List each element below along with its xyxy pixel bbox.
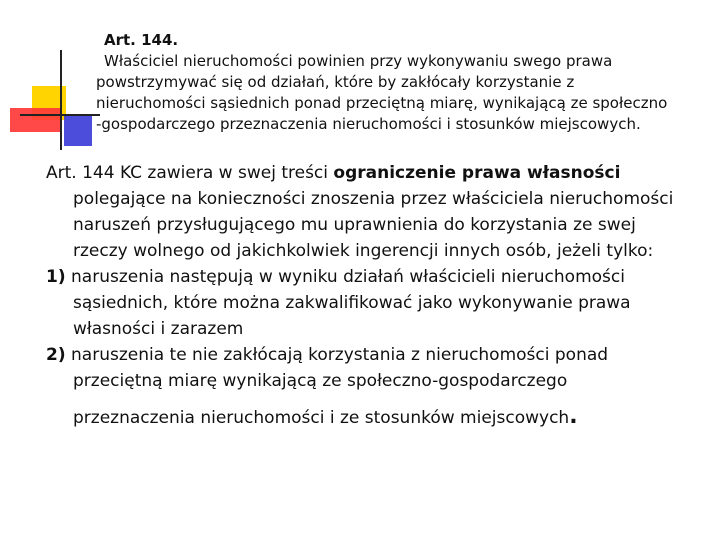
article-quote <box>96 30 706 135</box>
list-text-last <box>46 404 692 431</box>
list-text: przeciętną miarę wynikającą ze społeczno-gospodarczego <box>73 371 568 391</box>
horizontal-line <box>20 114 100 116</box>
list-text: własności i zarazem <box>73 319 244 339</box>
intro-paragraph <box>46 160 692 264</box>
red-rectangle <box>10 108 60 132</box>
intro-first-line <box>46 160 692 186</box>
list-text: naruszenia te nie zakłócają korzystania z nieruchomości ponad <box>71 345 609 365</box>
intro-start: Art. 144 KC zawiera w swej treści <box>46 163 334 183</box>
blue-square <box>64 116 92 146</box>
list-item-2-first-line <box>46 342 692 368</box>
article-text-line: nieruchomości sąsiednich ponad przeciętną miarę, wynikającą ze społeczno <box>96 94 668 112</box>
list-number: 2) <box>46 345 66 365</box>
intro-bold-phrase: ograniczenie prawa własności <box>333 163 621 183</box>
intro-line: rzeczy wolnego od jakichkolwiek ingerencji innych osób, jeżeli tylko: <box>73 241 654 261</box>
list-text: sąsiednich, które można zakwalifikować jako wykonywanie prawa <box>73 293 631 313</box>
article-text-line: -gospodarczego przeznaczenia nieruchomości i stosunków miejscowych. <box>96 115 641 133</box>
article-text-line: Właściciel nieruchomości powinien przy wykonywaniu swego prawa <box>104 52 613 70</box>
intro-line: polegające na konieczności znoszenia przez właściciela nieruchomości <box>73 189 674 209</box>
list-text: przeznaczenia nieruchomości i ze stosunków miejscowych <box>73 408 570 428</box>
decorative-logo <box>0 0 110 160</box>
end-mark: . <box>569 404 578 429</box>
vertical-line <box>60 50 62 150</box>
list-item-2 <box>46 342 692 431</box>
article-title: Art. 144. <box>104 31 179 49</box>
commentary <box>46 160 692 431</box>
intro-line: naruszeń przysługującego mu uprawnienia do korzystania ze swej <box>73 215 636 235</box>
list-number: 1) <box>46 267 66 287</box>
list-item-1 <box>46 264 692 342</box>
article-text <box>96 51 706 135</box>
list-text: naruszenia następują w wyniku działań właścicieli nieruchomości <box>71 267 625 287</box>
list-item-1-first-line <box>46 264 692 290</box>
article-text-line: powstrzymywać się od działań, które by zakłócały korzystanie z <box>96 73 575 91</box>
